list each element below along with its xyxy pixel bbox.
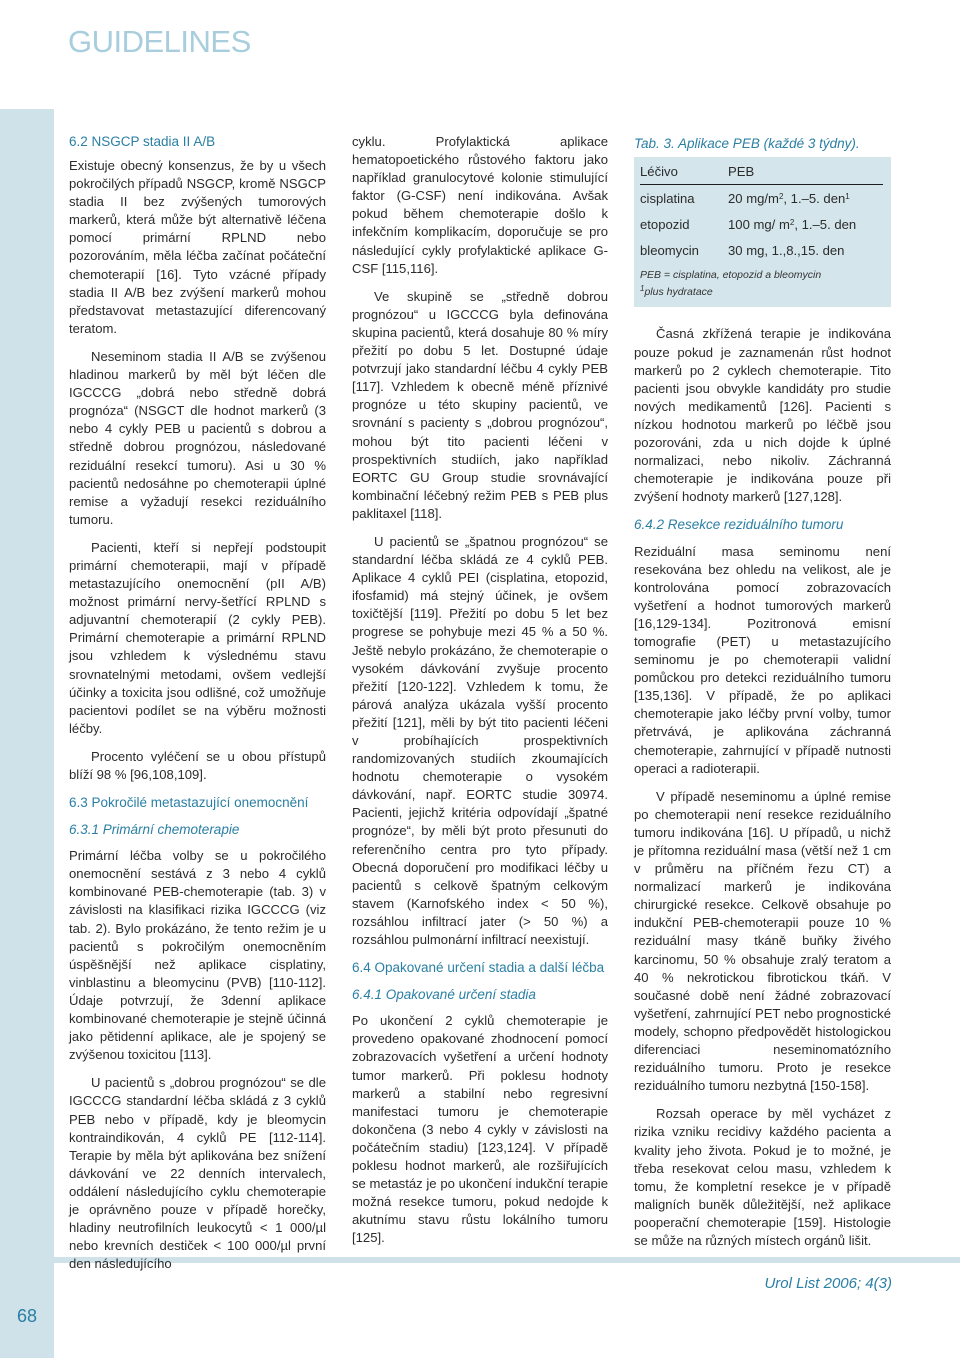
dose-days: , 1.–5. den	[783, 191, 846, 207]
footnote-text: plus hydratace	[644, 286, 713, 299]
footnote-mark: 1	[845, 192, 850, 202]
paragraph: Existuje obecný konsenzus, že by u všech pokročilých případů NSGCP, kromě NSGCP stadia II bez zvýšených tumorových markerů, která může být alternativě léčena pomocí primární RPLND nebo pozorováním, měla léčba začínat počáteční chemoterapií [16]. Tyto vzácné případy stadia II A/B bez zvýšení markerů mohou představovat metastazující diferencovaný teratom.	[69, 158, 326, 336]
footnote-mark: 1	[640, 284, 645, 294]
paragraph: Procento vyléčení se u obou přístupů blíží 98 % [96,108,109].	[69, 748, 326, 782]
subsection-heading: 6.3.1 Primární chemoterapie	[69, 822, 240, 838]
dose-days: , 1.–5. den	[794, 217, 857, 233]
column-1	[69, 133, 326, 1283]
dose-sup: 2	[789, 218, 795, 228]
paragraph: Reziduální masa seminomu není resekována bez ohledu na velikost, ale je kontrolována pomocí zobrazovacích vyšetření a hodnot tumorových markerů [16,129-134]. Pozitronová emisní tomografie (PET) u metastazujícího seminomu je po chemoterapii validní pomůckou pro detekci reziduálního tumoru [135,136]. V případě, že po aplikaci chemoterapie jako léčby první volby, tumor přetrvává, je aplikována záchranná chemoterapie, zahrnující v případě nutnosti operaci a radioterapii.	[634, 543, 891, 776]
paragraph: Pacienti, kteří si nepřejí podstoupit primární chemoterapii, mají v případě metastazujícího onemocnění (pII A/B) možnost primární nervy-šetřící RPLND s adjuvantní chemoterapií (2 cykly PEB). Primární chemoterapie a primární RPLND jsou vzhledem k výslednému stavu srovnatelnými metodami, ovšem vedlejší účinky a toxicita jsou odlišné, což umožňuje pacientovi podílet se na výběru možnosti léčby.	[69, 539, 326, 736]
paragraph: Časná zkřížená terapie je indikována pouze pokud je zaznamenán růst hodnot markerů po 2 cyklech chemoterapie. Tito pacienti jsou obvykle kandidáty pro studie nových medikamentů [126]. Pacienti s nízkou hodnotou markerů po léčbě jsou pozorováni, zda u nich dojde k úplné normalizaci, nebo nikoliv. Záchranná chemoterapie je indikována pouze při zvýšení hodnoty markerů [127,128].	[634, 326, 891, 505]
dose-text: 20 mg/m	[728, 191, 779, 207]
dose-cell	[728, 211, 883, 237]
drug-cell: cisplatina	[640, 191, 695, 207]
journal-citation: Urol List 2006; 4(3)	[764, 1275, 892, 1292]
paragraph: cyklu. Profylaktická aplikace hematopoetického růstového faktoru jako například granulocytové kolonie stimulující faktor (G-CSF) není indikována. Avšak pokud během chemoterapie došlo k infekčním komplikacím, doporučuje se pro následující cykly profylaktické aplikace G-CSF [115,116].	[352, 134, 608, 276]
table-row	[640, 185, 883, 212]
subsection-heading: 6.4.1 Opakované určení stadia	[352, 987, 536, 1003]
table-footnote	[640, 284, 883, 301]
peb-table	[640, 159, 883, 263]
left-color-band	[0, 109, 54, 1257]
subsection-heading: 6.4.2 Resekce reziduálního tumoru	[634, 517, 844, 533]
paragraph: U pacientů s „dobrou prognózou“ se dle IGCCCG standardní léčba skládá z 3 cyklů PEB nebo v případě, kdy je bleomycin kontraindikován, 4 cyklů PE [112-114]. Terapie by měla být aplikována bez snížení dávkování ve 22 denních intervalech, oddálení následujícího cyklu chemoterapie je oprávněno pouze v případě horečky, hladiny neutrofilních leukocytů < 1 000/µl nebo krevních destiček < 100 000/µl první den následujícího	[69, 1075, 326, 1272]
paragraph: Ve skupině se „středně dobrou prognózou“ u IGCCCG byla definována skupina pacientů, která dosahuje 80 % míry přežití po dobu 5 let. Dostupné údaje potvrzují jako standardní léčbu 4 cykly PEB [117]. Vzhledem k obecně méně příznivé prognóze u této skupiny pacientů, ve srovnání s pacienty s „dobrou prognózou“, mohou být tito pacienti léčeni v prospektivních studiích, jako například EORTC GU Group studie srovnávající kombinační léčebný režim PEB s PEB plus paklitaxel [118].	[352, 288, 608, 521]
page-number: 68	[16, 1306, 38, 1326]
table-row	[640, 237, 883, 263]
paragraph: U pacientů se „špatnou prognózou“ se standardní léčba skládá ze 4 cyklů PEB. Aplikace 4 cyklů PEI (cisplatina, etopozid, ifosfamid) má stejný účinek, je ovšem toxičtější [119]. Přežití po dobu 5 let bez progrese se pohybuje mezi 45 % a 50 %. Ještě nebylo prokázáno, že chemoterapie o vysokém dávkování zvyšuje procento přežití [120-122]. Vzhledem k tomu, že párová analýza ukázala vyšší procento přežití [121], měli by být tito pacienti léčeni v probíhajících prospektivních randomizovaných studiích zkoumajících hodnotu chemoterapie o vysokém dávkování, např. EORTC studie 30974. Pacienti, jejichž kritéria odpovídají „špatné prognóze“, by měli být proto přesunuti do referenčního centra pro tyto případy. Obecná doporučení pro modifikaci léčby u pacientů s celkově špatným celkovým stavem (Karnofského index < 50 %), rozsáhlou infiltrací jater (> 50 %) a rozsáhlou pulmonární infiltrací neexistují.	[352, 533, 608, 948]
column-3	[634, 135, 891, 1260]
table-header-cell: PEB	[728, 159, 883, 185]
paragraph: Neseminom stadia II A/B se zvýšenou hladinou markerů by měl být léčen dle IGCCCG „dobrá nebo středně dobrá prognóza“ (NSGCT dle hodnot markerů (3 nebo 4 cykly PEB u pacientů s dobrou a středně dobrou prognózou, následované reziduální resekcí tumoru). Asi u 30 % pacientů nedosáhne po chemoterapii úplné remise a vyžadují resekci reziduálního tumoru.	[69, 348, 326, 527]
table-header-cell: Léčivo	[640, 159, 728, 185]
table-footnote: PEB = cisplatina, etopozid a bleomycin	[640, 269, 822, 282]
drug-cell: etopozid	[640, 217, 690, 233]
drug-cell: bleomycin	[640, 243, 699, 259]
dose-text: 100 mg/ m	[728, 217, 790, 233]
paragraph: Po ukončení 2 cyklů chemoterapie je provedeno opakované zhodnocení pomocí zobrazovacích vyšetření a určení hodnoty tumor markerů. Při poklesu hodnoty markerů a stabilní nebo regresivní manifestaci tumoru je chemoterapie dokončena (3 nebo 4 cykly v závislosti na počátečním stadiu) [123,124]. V případě poklesu hodnot markerů, ale rozšiřujících se metastáz je po ukončení indukční terapie možná resekce tumoru, pokud nedojde k akutnímu stavu růstu lokálního tumoru [125].	[352, 1013, 608, 1246]
table-header-row	[640, 159, 883, 185]
paragraph: Primární léčba volby se u pokročilého onemocnění sestává z 3 nebo 4 cyklů kombinované PEB-chemoterapie (tab. 3) v závislosti na klasifikaci rizika IGCCCG (viz tab. 2). Bylo prokázáno, že tento režim je u pacientů s pokročilým onemocněním úspěšnější než aplikace cisplatiny, vinblastinu a bleomycinu (PVB) [110-112]. Údaje potvrzují, že 3denní aplikace kombinované chemoterapie je stejně účinná jako pětidenní aplikace, ale je spojený se zvýšenou toxicitou [113].	[69, 848, 326, 1063]
table-row	[640, 211, 883, 237]
peb-table-box	[634, 157, 891, 307]
dose-cell: 30 mg, 1.,8.,15. den	[728, 243, 845, 259]
section-heading: 6.3 Pokročilé metastazující onemocnění	[69, 795, 309, 811]
section-heading: 6.4 Opakované určení stadia a další léčba	[352, 960, 605, 976]
column-2	[352, 133, 608, 1257]
dose-cell	[728, 185, 883, 212]
page-header-title: GUIDELINES	[68, 24, 251, 59]
table-caption: Tab. 3. Aplikace PEB (každé 3 týdny).	[634, 136, 860, 151]
paragraph: Rozsah operace by měl vycházet z rizika vzniku recidivy každého pacienta a kvality jeho života. Pokud je to možné, je třeba resekovat celou masu, vzhledem k tomu, že kompletní resekce je v případě maligních buněk důležitější, než aplikace pooperační chemoterapie [159]. Histologie se může na různých místech orgánů lišit.	[634, 1106, 891, 1248]
section-heading: 6.2 NSGCP stadia II A/B	[69, 134, 216, 149]
paragraph: V případě neseminomu a úplné remise po chemoterapii není resekce reziduálního tumoru indikována [16]. U případů, u nichž je přítomna reziduální masa (větší než 1 cm v průměru na příčném řezu CT) a normalizací markerů je indikována chirurgické resekce. Celkově obsahuje po indukční PEB-chemoterapii pouze 10 % reziduální masy tkáně buňky živého karcinomu, 50 % obsahuje zralý teratom a 40 % nekrotickou fibrotickou tkáň. V současné době není žádné zobrazovací vyšetření, zahrnující PET nebo prognostické modely, schopno předpovědět histologickou diferenciaci neseminomatózního reziduálního tumoru. Proto je resekce reziduálního tumoru nezbytná [150-158].	[634, 788, 891, 1094]
dose-sup: 2	[778, 192, 784, 202]
